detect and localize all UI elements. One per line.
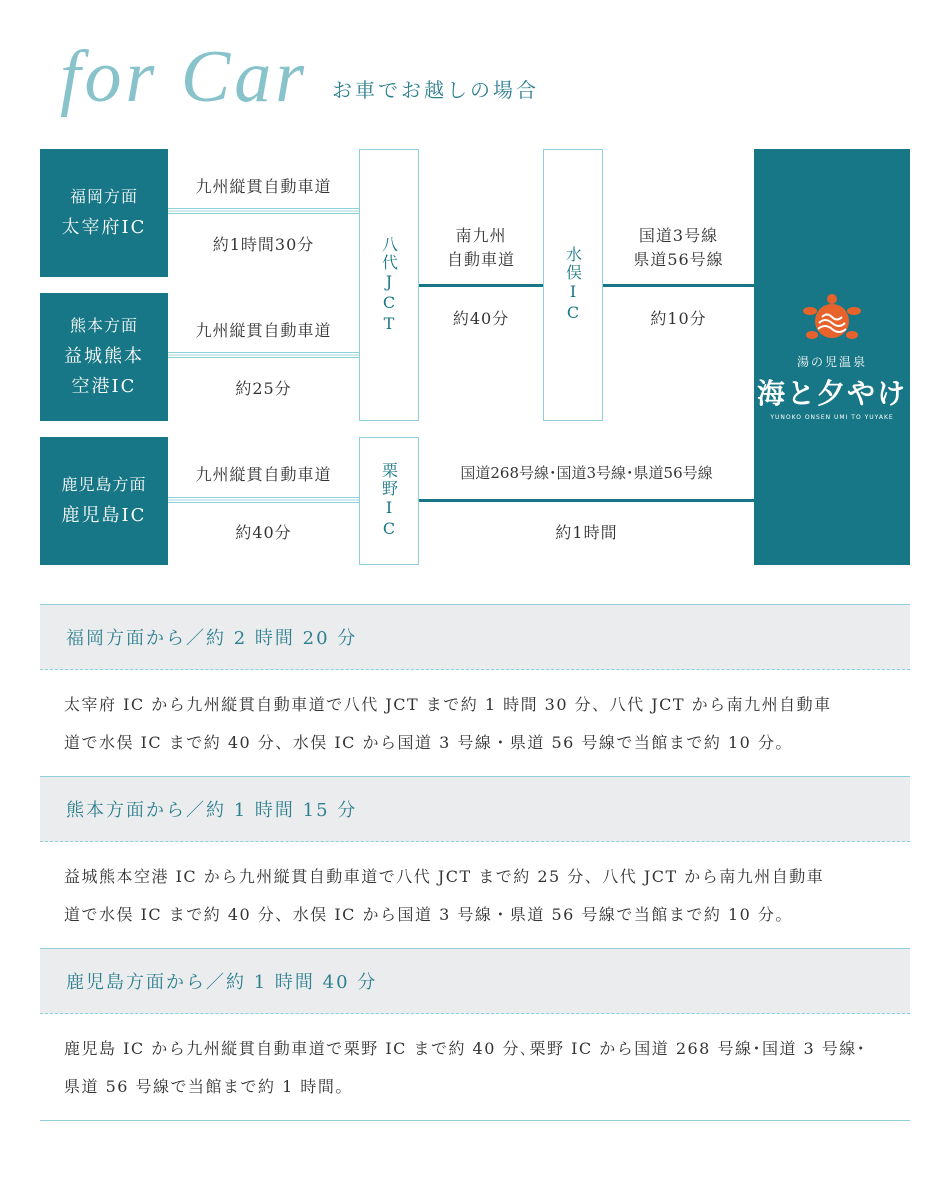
origin-ic: 太宰府IC: [61, 216, 147, 238]
route-road-kumamoto: 九州縦貫自動車道: [195, 321, 332, 340]
route-line-kurino-dest: [419, 499, 754, 502]
section-heading-kumamoto: 熊本方面から／約 1 時間 15 分: [40, 776, 910, 842]
route-time-minamata-dest: 約10分: [650, 309, 707, 328]
junction-minamata: [543, 149, 603, 421]
route-time-fukuoka: 約1時間30分: [212, 235, 315, 254]
junction-label: 栗野IC: [379, 462, 399, 540]
route-time-kumamoto: 約25分: [235, 379, 292, 398]
turtle-logo-icon: [800, 293, 864, 345]
route-line-kagoshima: [168, 497, 359, 503]
route-road-line2-yatsushiro-minamata: 自動車道: [446, 250, 515, 269]
route-road-kagoshima: 九州縦貫自動車道: [195, 465, 332, 484]
origin-direction: 熊本方面: [69, 315, 138, 335]
destination-roman: YUNOKO ONSEN UMI TO YUYAKE: [770, 414, 894, 421]
origin-direction: 鹿児島方面: [61, 474, 147, 494]
route-line-fukuoka: [168, 208, 359, 214]
origin-kagoshima: [40, 437, 168, 565]
route-line-kumamoto: [168, 352, 359, 358]
section-line: 太宰府 IC から九州縦貫自動車道で八代 JCT まで約 1 時間 30 分、八代 JCT から南九州自動車: [64, 695, 832, 714]
route-road-kurino-dest: 国道268号線･国道3号線･県道56号線: [460, 464, 713, 482]
section-body-fukuoka: [64, 686, 894, 762]
route-road-fukuoka: 九州縦貫自動車道: [195, 177, 332, 196]
section-heading-kagoshima: 鹿児島方面から／約 1 時間 40 分: [40, 948, 910, 1014]
origin-ic-line1: 益城熊本: [64, 345, 144, 367]
page-title: for Car: [60, 36, 309, 118]
origin-kumamoto: [40, 293, 168, 421]
route-time-yatsushiro-minamata: 約40分: [452, 309, 510, 328]
route-road-line1-minamata-dest: 国道3号線: [638, 226, 719, 245]
route-road-line2-minamata-dest: 県道56号線: [633, 250, 724, 269]
origin-fukuoka: [40, 149, 168, 277]
junction-label: 八代JCT: [379, 235, 399, 335]
section-line: 益城熊本空港 IC から九州縦貫自動車道で八代 JCT まで約 25 分、八代 JCT から南九州自動車: [64, 867, 825, 886]
route-road-line1-yatsushiro-minamata: 南九州: [455, 226, 507, 245]
route-line-yatsushiro-minamata: [419, 284, 543, 287]
route-time-kagoshima: 約40分: [235, 523, 292, 542]
section-heading-fukuoka: 福岡方面から／約 2 時間 20 分: [40, 604, 910, 670]
junction-yatsushiro: [359, 149, 419, 421]
destination-onsen: 湯の児温泉: [796, 355, 867, 369]
section-line: 道で水俣 IC まで約 40 分、水俣 IC から国道 3 号線・県道 56 号線で当館まで約 10 分。: [64, 905, 793, 924]
destination-brand: 海と夕やけ: [756, 377, 907, 410]
section-line: 県道 56 号線で当館まで約 1 時間。: [64, 1077, 353, 1096]
section-body-kumamoto: [64, 858, 894, 934]
junction-label: 水俣IC: [563, 246, 583, 324]
section-line: 道で水俣 IC まで約 40 分、水俣 IC から国道 3 号線・県道 56 号線で当館まで約 10 分。: [64, 733, 793, 752]
page-subtitle: お車でお越しの場合: [332, 78, 539, 102]
bottom-divider: [40, 1120, 910, 1121]
section-line: 鹿児島 IC から九州縦貫自動車道で栗野 IC まで約 40 分､栗野 IC から国道 268 号線･国道 3 号線･: [64, 1039, 867, 1058]
route-time-kurino-dest: 約1時間: [555, 523, 618, 542]
origin-ic: 鹿児島IC: [61, 504, 147, 526]
section-body-kagoshima: [64, 1030, 894, 1106]
route-line-minamata-dest: [603, 284, 754, 287]
destination-box: [754, 149, 910, 565]
junction-kurino: [359, 437, 419, 565]
origin-direction: 福岡方面: [69, 186, 138, 206]
origin-ic-line2: 空港IC: [71, 375, 137, 397]
